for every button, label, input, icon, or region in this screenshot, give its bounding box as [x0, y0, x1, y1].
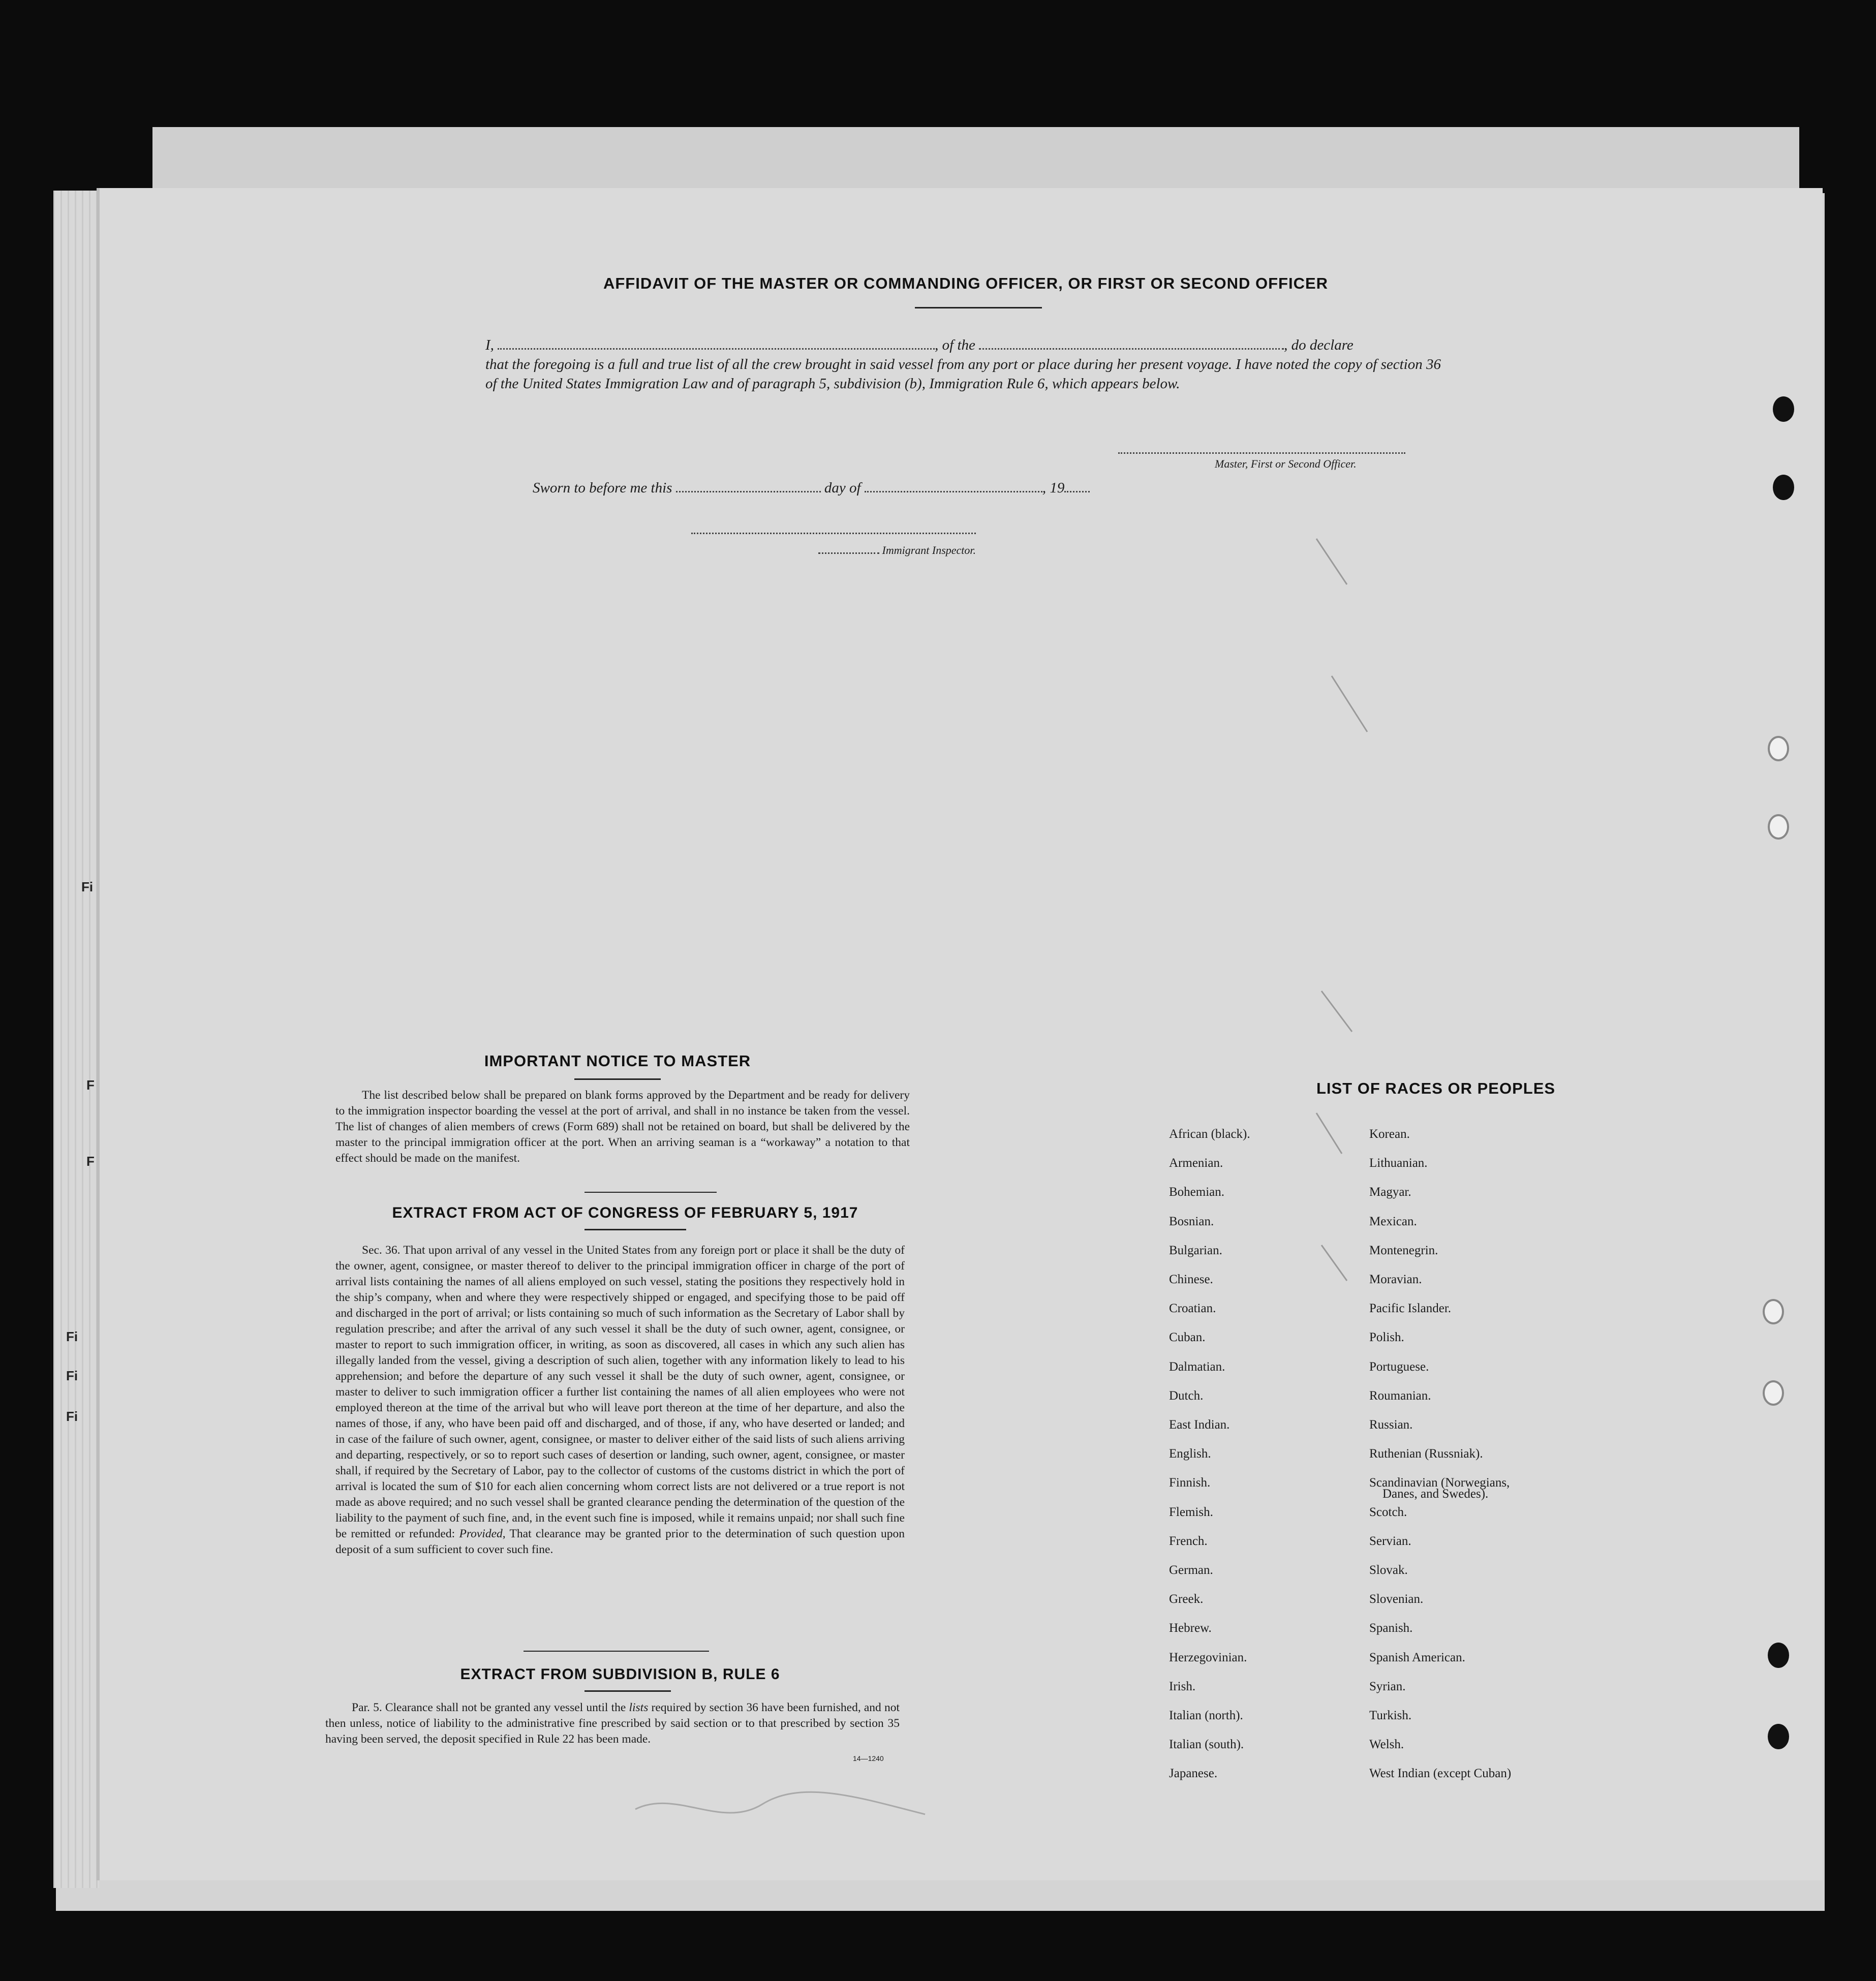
race-item-left: German. [1169, 1563, 1213, 1577]
race-item-left: Bosnian. [1169, 1214, 1214, 1228]
check-mark [1316, 1113, 1342, 1154]
race-item-left: Italian (north). [1169, 1709, 1243, 1722]
act-text-part-2: , That clearance may be granted prior to the determination of such question upon deposit of a sum sufficient to cover such fine. [335, 1527, 905, 1556]
race-item-right: Russian. [1369, 1418, 1413, 1432]
sworn-label: Sworn to before me this [533, 480, 672, 496]
race-item-left: Italian (south). [1169, 1738, 1244, 1752]
margin-mark: Fi [66, 1409, 78, 1424]
notice-text: The list described below shall be prepared on blank forms approved by the Department and be ready for delivery to the immigration inspector boarding the vessel at the port of arrival, and shall in no instance be taken from the vessel. The list of changes of alien members of crews (Form 689) shall not be retained on board, but shall be delivered by the master to the principal immigration officer at the port. When an arriving seaman is a “workaway” a notation to that effect should be made on the manifest. [335, 1089, 910, 1165]
race-item-left: Dalmatian. [1169, 1359, 1225, 1374]
race-item-left: Irish. [1169, 1679, 1196, 1693]
race-item-left: Flemish. [1169, 1505, 1213, 1519]
margin-mark: Fi [66, 1329, 78, 1344]
race-item-left: Greek. [1169, 1592, 1204, 1606]
day-of-label: day of [824, 480, 861, 496]
check-mark [1321, 991, 1352, 1032]
rule-text-part-1: Par. 5. Clearance shall not be granted any vessel until the [352, 1701, 629, 1714]
race-item-right: Montenegrin. [1369, 1243, 1438, 1257]
margin-mark: F [86, 1077, 95, 1093]
master-signature-label: Master, First or Second Officer. [1215, 457, 1357, 470]
i-label: I, [485, 337, 494, 353]
act-extract-title: EXTRACT FROM ACT OF CONGRESS OF FEBRUARY 5, 1917 [392, 1204, 858, 1221]
race-item-left: Cuban. [1169, 1330, 1206, 1345]
inspector-label: Immigrant Inspector. [882, 544, 976, 556]
race-item-right: Syrian. [1369, 1679, 1406, 1693]
race-item-right: Turkish. [1369, 1709, 1412, 1722]
race-item-right: Spanish American. [1369, 1650, 1465, 1664]
rule-extract-title: EXTRACT FROM SUBDIVISION B, RULE 6 [460, 1666, 780, 1683]
race-item-scandinavian-continued: Danes, and Swedes). [1382, 1487, 1489, 1501]
race-item-right: Lithuanian. [1369, 1156, 1428, 1170]
race-item-right: Slovak. [1369, 1563, 1408, 1577]
races-title: LIST OF RACES OR PEOPLES [1316, 1079, 1556, 1097]
rule-text-part-2: required by section 36 have been furnished, and not then unless, notice of liability to the administrative fine prescribed by said section or to that prescribed by section 35 having been served, the deposit specified in Rule 22 has been made. [325, 1701, 900, 1746]
race-item-right: Scotch. [1369, 1505, 1407, 1519]
race-item-right: Roumanian. [1369, 1388, 1431, 1403]
check-mark [1321, 1245, 1347, 1281]
race-item-left: Hebrew. [1169, 1621, 1212, 1635]
margin-mark: Fi [66, 1368, 78, 1383]
race-item-right: West Indian (except Cuban) [1369, 1767, 1512, 1781]
check-mark [1316, 539, 1347, 584]
race-item-left: Armenian. [1169, 1156, 1223, 1170]
race-item-left: English. [1169, 1447, 1211, 1461]
race-item-left: Japanese. [1169, 1767, 1218, 1781]
race-item-left: Croatian. [1169, 1302, 1216, 1316]
race-item-right: Moravian. [1369, 1273, 1422, 1286]
margin-mark: Fi [81, 879, 94, 894]
notice-title: IMPORTANT NOTICE TO MASTER [484, 1052, 751, 1070]
race-item-left: Herzegovinian. [1169, 1650, 1247, 1664]
race-item-right: Pacific Islander. [1369, 1302, 1452, 1316]
race-item-left: Finnish. [1169, 1476, 1211, 1490]
race-item-right: Spanish. [1369, 1621, 1413, 1635]
race-item-right: Portuguese. [1369, 1359, 1429, 1374]
form-number: 14—1240 [853, 1754, 884, 1762]
race-item-right: Slovenian. [1369, 1592, 1424, 1606]
race-item-right: Magyar. [1369, 1185, 1411, 1199]
race-item-right: Polish. [1369, 1330, 1404, 1345]
race-item-left: Bulgarian. [1169, 1243, 1222, 1257]
do-declare-label: , do declare [1284, 337, 1354, 353]
of-the-label: , of the [935, 337, 975, 353]
race-item-left: French. [1169, 1534, 1208, 1548]
race-item-right: Korean. [1369, 1127, 1410, 1141]
race-item-right: Scandinavian (Norwegians, [1369, 1476, 1510, 1490]
act-provided-word: Provided [459, 1527, 503, 1540]
rule-lists-word: lists [629, 1701, 649, 1714]
check-mark [1332, 676, 1367, 732]
race-item-left: East Indian. [1169, 1418, 1230, 1432]
affidavit-title: AFFIDAVIT OF THE MASTER OR COMMANDING OFFICER, OR FIRST OR SECOND OFFICER [603, 274, 1329, 292]
race-item-left: Chinese. [1169, 1273, 1213, 1286]
race-item-right: Mexican. [1369, 1214, 1417, 1228]
faded-signature [635, 1792, 925, 1814]
race-item-right: Welsh. [1369, 1738, 1404, 1752]
affidavit-statement: that the foregoing is a full and true list of all the crew brought in said vessel from any port or place during her present voyage. I have noted the copy of section 36 of the United States Immigration Law and of paragraph 5, subdivision (b), Immigration Rule 6, which appears below. [485, 356, 1441, 392]
margin-mark: F [86, 1154, 95, 1169]
race-item-left: Dutch. [1169, 1388, 1204, 1403]
year-label: , 19 [1042, 480, 1065, 496]
race-item-left: African (black). [1169, 1127, 1250, 1141]
race-item-left: Bohemian. [1169, 1185, 1225, 1199]
race-item-right: Ruthenian (Russniak). [1369, 1447, 1483, 1461]
race-item-right: Servian. [1369, 1534, 1411, 1548]
act-text-part-1: Sec. 36. That upon arrival of any vessel in the United States from any foreign port or place it shall be the duty of the owner, agent, consignee, or master thereof to deliver to the principal immigration officer in charge of the port of arrival lists containing the names of all aliens employed on such vessel, stating the positions they respectively hold in the ship’s company, when and where they were respectively shipped or engaged, and specifying those to be paid off and discharged in the port of arrival; or lists containing so much of such information as the Secretary of Labor shall by regulation prescribe; and after the arrival of any such vessel it shall be the duty of such owner, agent, consignee, or master to report to such immigration officer, in writing, as soon as discovered, all cases in which any such alien has illegally landed from the vessel, giving a description of such alien, together with any information likely to lead to his apprehension; and before the departure of any such vessel it shall be the duty of such owner, agent, consignee, or master to deliver to such immigration officer a further list containing the names of all alien employees who were not employed thereon at the time of the arrival but who will leave port thereon at the time of her departure, and also the names of those, if any, who have been paid off and discharged, and of those, if any, who have deserted or landed; and in case of the failure of such owner, agent, consignee, or master to deliver either of the said lists of such aliens arriving and departing, respectively, or so to report such cases of desertion or landing, such owner, agent, consignee, or master shall, if required by the Secretary of Labor, pay to the collector of customs of the customs district in which the port of arrival is located the sum of $10 for each alien concerning whom correct lists are not delivered or a true report is not made as above required; and no such vessel shall be granted clearance pending the determination of the question of the liability to the payment of such fine, and, in the event such fine is imposed, while it remains unpaid; nor shall such fine be remitted or refunded: [335, 1244, 905, 1540]
